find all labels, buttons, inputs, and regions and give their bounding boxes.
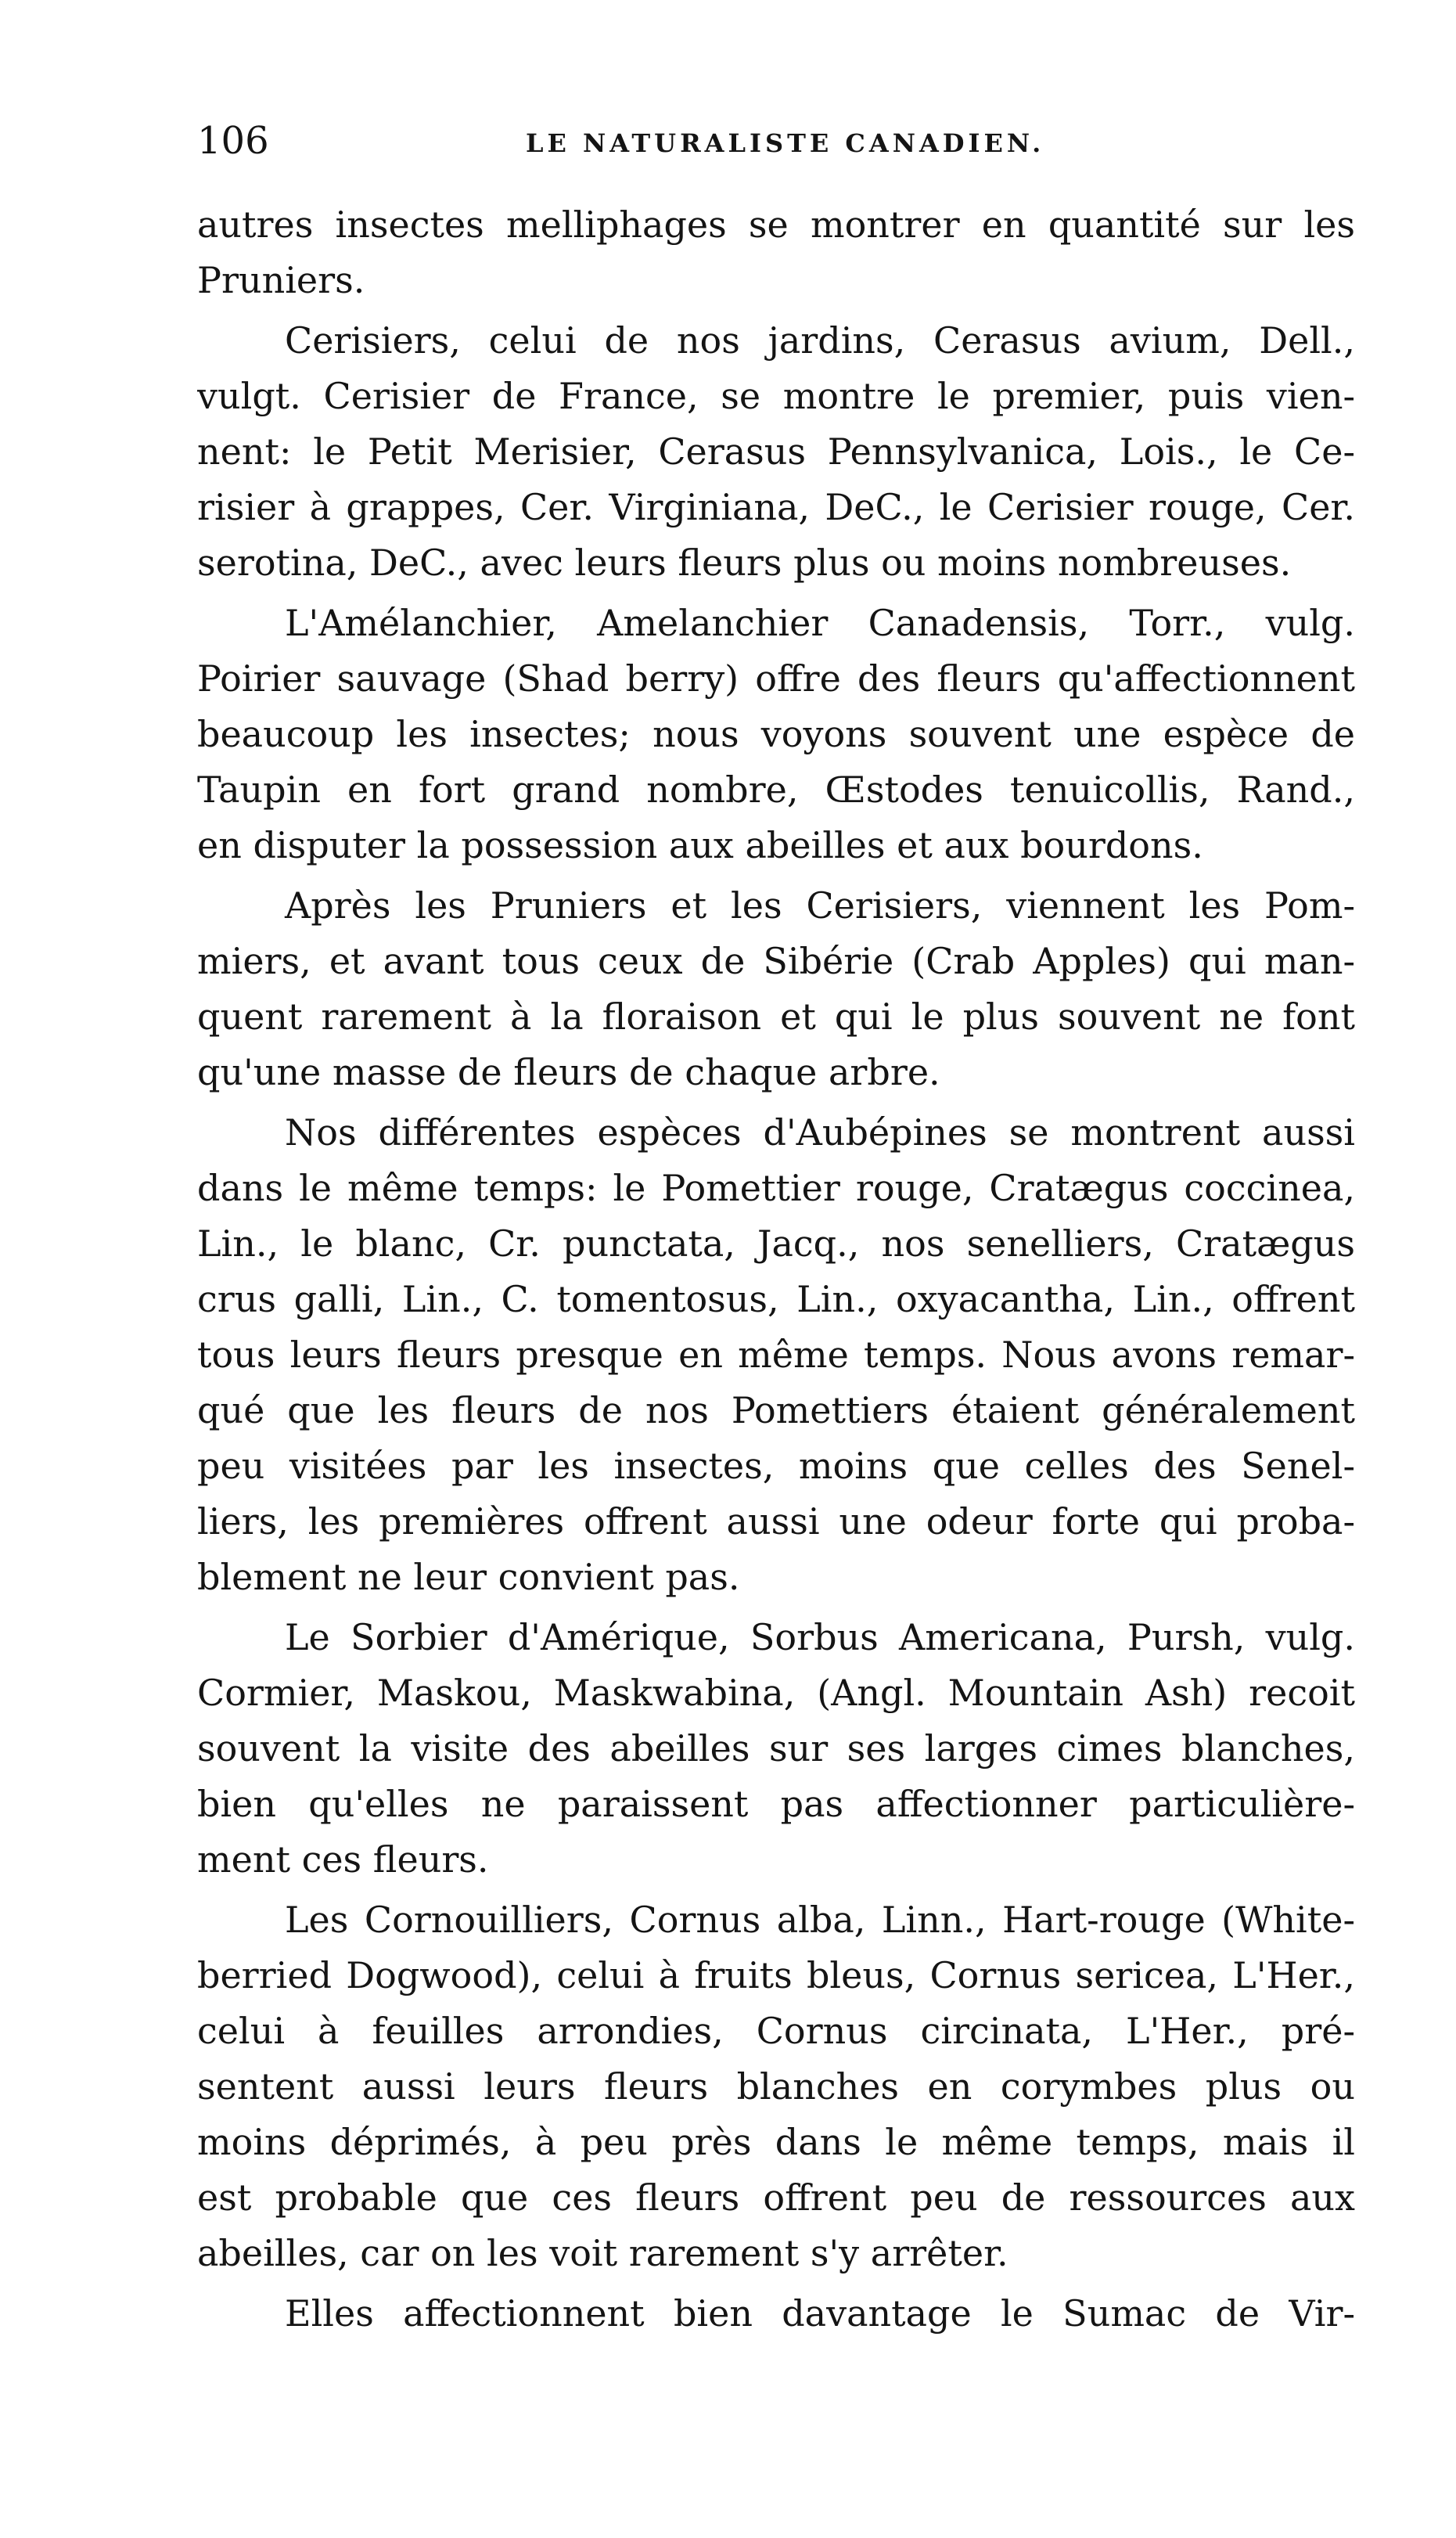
text-line: sentent aussi leurs fleurs blanches en corymbes plus ou: [197, 2065, 1355, 2108]
text-line: tous leurs fleurs presque en même temps. Nous avons remar-: [197, 1334, 1355, 1376]
text-line: L'Amélanchier, Amelanchier Canadensis, Torr., vulg.: [285, 602, 1355, 644]
text-line: Cerisiers, celui de nos jardins, Cerasus avium, Dell.,: [285, 319, 1355, 362]
text-line: berried Dogwood), celui à fruits bleus, Cornus sericea, L'Her.,: [197, 1954, 1355, 1996]
paragraph: [197, 596, 1355, 873]
text-line: vulgt. Cerisier de France, se montre le premier, puis vien-: [197, 375, 1355, 417]
text-line: Pruniers.: [197, 259, 365, 301]
text-line: est probable que ces fleurs offrent peu de ressources aux: [197, 2176, 1355, 2219]
text-line: dans le même temps: le Pomettier rouge, Cratægus coccinea,: [197, 1167, 1355, 1209]
text-line: peu visitées par les insectes, moins que celles des Senel-: [197, 1445, 1355, 1487]
text-line: risier à grappes, Cer. Virginiana, DeC., le Cerisier rouge, Cer.: [197, 486, 1355, 528]
text-line: Cormier, Maskou, Maskwabina, (Angl. Mountain Ash) recoit: [197, 1672, 1355, 1714]
text-line: Nos différentes espèces d'Aubépines se montrent aussi: [285, 1111, 1355, 1154]
text-line: Le Sorbier d'Amérique, Sorbus Americana, Pursh, vulg.: [285, 1616, 1355, 1658]
running-head: LE NATURALISTE CANADIEN.: [526, 128, 1045, 158]
text-line: Taupin en fort grand nombre, Œstodes tenuicollis, Rand.,: [197, 769, 1355, 811]
text-line: Poirier sauvage (Shad berry) offre des fleurs qu'affectionnent: [197, 657, 1355, 700]
text-line: beaucoup les insectes; nous voyons souvent une espèce de: [197, 713, 1355, 755]
body-text: [197, 197, 1355, 2342]
text-line: souvent la visite des abeilles sur ses larges cimes blanches,: [197, 1727, 1355, 1769]
text-line: qu'une masse de fleurs de chaque arbre.: [197, 1051, 940, 1093]
text-line: quent rarement à la floraison et qui le plus souvent ne font: [197, 995, 1355, 1038]
text-line: bien qu'elles ne paraissent pas affectionner particulière-: [197, 1783, 1355, 1825]
page-number: 106: [197, 119, 269, 163]
text-line: Elles affectionnent bien davantage le Sumac de Vir-: [285, 2292, 1355, 2335]
text-line: Les Cornouilliers, Cornus alba, Linn., Hart-rouge (White-: [285, 1899, 1355, 1941]
paragraph: [197, 1892, 1355, 2281]
text-line: nent: le Petit Merisier, Cerasus Pennsylvanica, Lois., le Ce-: [197, 430, 1355, 473]
text-line: blement ne leur convient pas.: [197, 1556, 740, 1598]
paragraph: [197, 2286, 1355, 2342]
text-line: crus galli, Lin., C. tomentosus, Lin., oxyacantha, Lin., offrent: [197, 1278, 1355, 1320]
paragraph: [197, 313, 1355, 591]
paragraph: [197, 1610, 1355, 1888]
text-line: qué que les fleurs de nos Pomettiers étaient généralement: [197, 1389, 1355, 1431]
paragraph: [197, 197, 1355, 308]
text-line: miers, et avant tous ceux de Sibérie (Crab Apples) qui man-: [197, 940, 1355, 982]
text-line: abeilles, car on les voit rarement s'y arrêter.: [197, 2232, 1008, 2274]
paragraph: [197, 1105, 1355, 1605]
text-line: serotina, DeC., avec leurs fleurs plus ou moins nombreuses.: [197, 542, 1292, 584]
text-line: celui à feuilles arrondies, Cornus circinata, L'Her., pré-: [197, 2010, 1355, 2052]
text-line: ment ces fleurs.: [197, 1838, 489, 1881]
text-line: en disputer la possession aux abeilles et aux bourdons.: [197, 824, 1203, 866]
paragraph: [197, 878, 1355, 1100]
text-line: autres insectes melliphages se montrer en quantité sur les: [197, 203, 1355, 246]
text-line: Lin., le blanc, Cr. punctata, Jacq., nos senelliers, Cratægus: [197, 1222, 1355, 1265]
text-line: moins déprimés, à peu près dans le même temps, mais il: [197, 2121, 1355, 2163]
text-line: liers, les premières offrent aussi une odeur forte qui proba-: [197, 1500, 1355, 1543]
page-header: [197, 117, 1355, 180]
text-line: Après les Pruniers et les Cerisiers, viennent les Pom-: [285, 884, 1355, 927]
